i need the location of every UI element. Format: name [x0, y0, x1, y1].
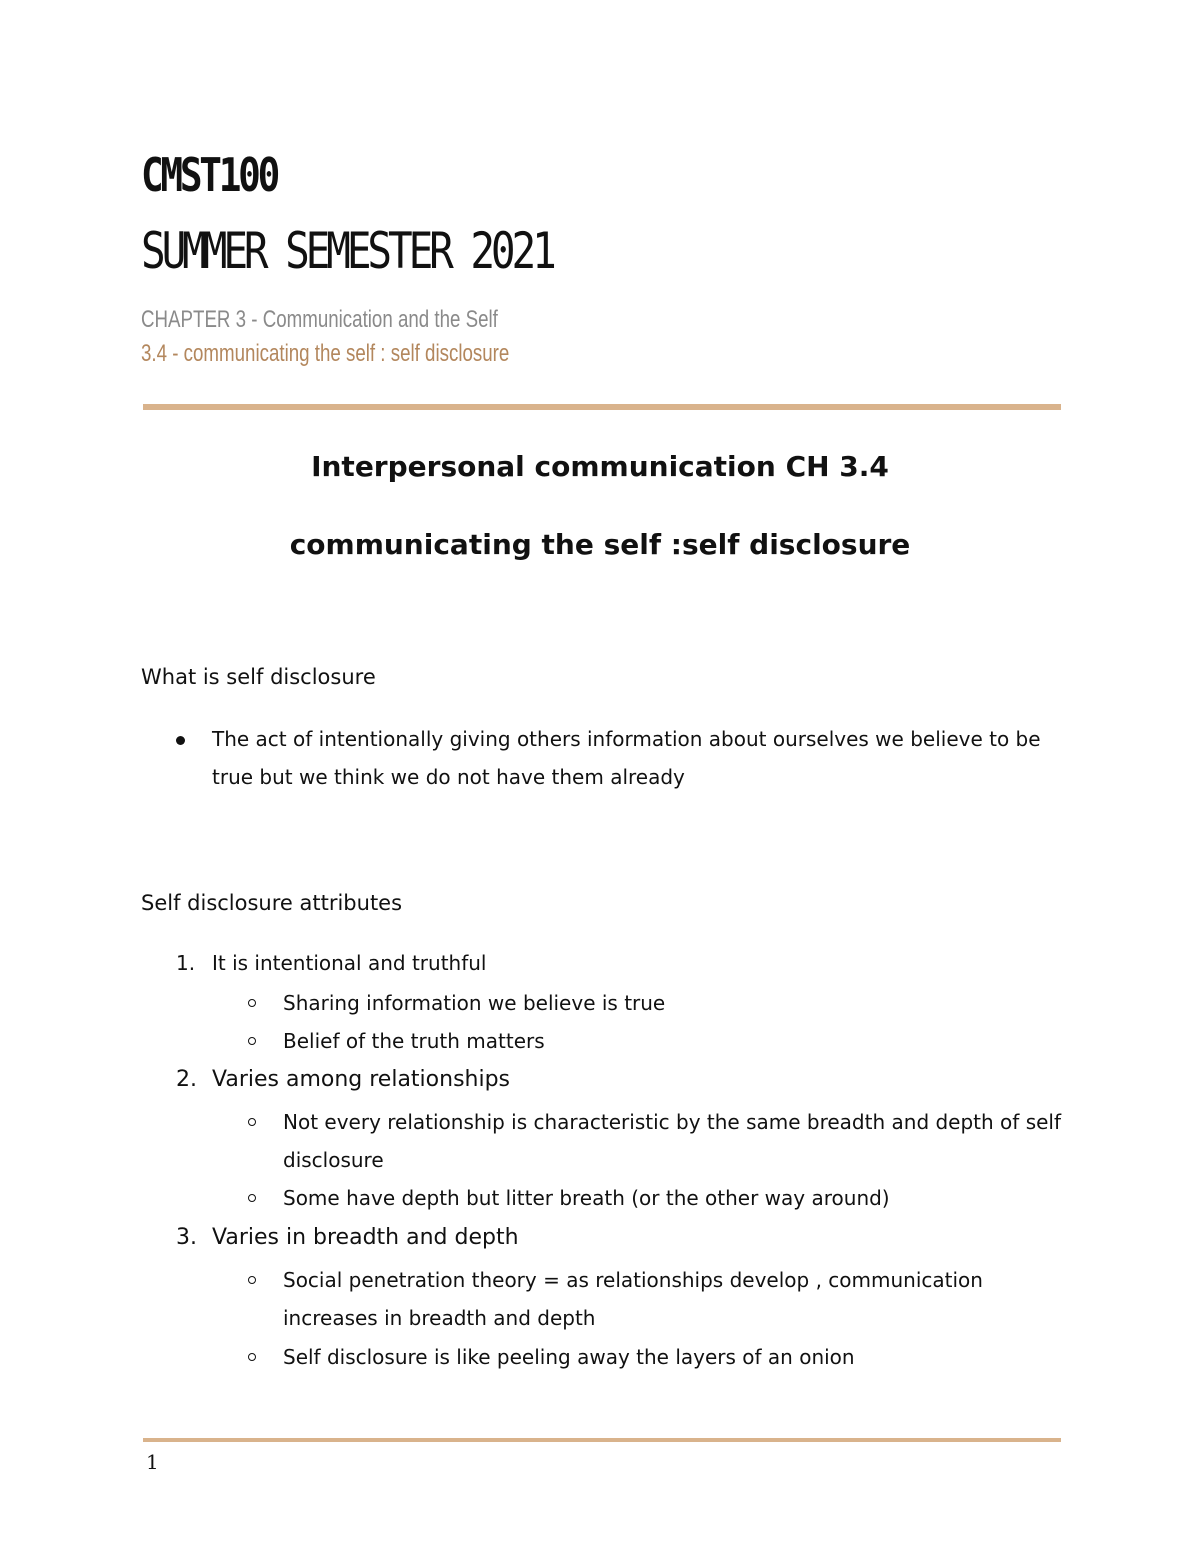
sub-item-1a: Sharing information we believe is true: [283, 991, 666, 1015]
section-heading-attributes: Self disclosure attributes: [141, 891, 403, 915]
hollow-bullet-icon: [248, 1194, 256, 1202]
sub-item-3a-line1: Social penetration theory = as relationships develop , communication: [283, 1268, 983, 1292]
sub-item-3b: Self disclosure is like peeling away the layers of an onion: [283, 1345, 855, 1369]
section-heading-what-is: What is self disclosure: [141, 665, 376, 689]
hollow-bullet-icon: [248, 1037, 256, 1045]
course-code: CMST100: [141, 148, 278, 202]
hollow-bullet-icon: [248, 1118, 256, 1126]
list-number-1: 1.: [176, 951, 196, 975]
subchapter-subtitle: 3.4 - communicating the self : self disclosure: [141, 340, 510, 367]
definition-line-2: true but we think we do not have them already: [212, 765, 685, 789]
main-title: Interpersonal communication CH 3.4: [311, 450, 889, 483]
sub-item-2b: Some have depth but litter breath (or the other way around): [283, 1186, 890, 1210]
chapter-subtitle: CHAPTER 3 - Communication and the Self: [141, 306, 498, 333]
list-number-2: 2.: [176, 1067, 197, 1092]
semester-title: SUMMER SEMESTER 2021: [141, 222, 553, 280]
sub-item-2a-line2: disclosure: [283, 1148, 384, 1172]
sub-item-1b: Belief of the truth matters: [283, 1029, 545, 1053]
sub-item-3a-line2: increases in breadth and depth: [283, 1306, 596, 1330]
main-subtitle: communicating the self :self disclosure: [289, 528, 911, 561]
attribute-item-2: Varies among relationships: [212, 1067, 511, 1092]
bullet-icon: [176, 736, 185, 745]
list-number-3: 3.: [176, 1225, 197, 1250]
attribute-item-1: It is intentional and truthful: [212, 951, 487, 975]
hollow-bullet-icon: [248, 1276, 256, 1284]
hollow-bullet-icon: [248, 999, 256, 1007]
sub-item-2a-line1: Not every relationship is characteristic by the same breadth and depth of self: [283, 1110, 1062, 1134]
definition-line-1: The act of intentionally giving others information about ourselves we believe to be: [212, 727, 1041, 751]
hollow-bullet-icon: [248, 1353, 256, 1361]
header-divider: [143, 404, 1061, 410]
footer-divider: [143, 1438, 1061, 1442]
attribute-item-3: Varies in breadth and depth: [212, 1225, 519, 1250]
page-number: 1: [146, 1450, 159, 1474]
